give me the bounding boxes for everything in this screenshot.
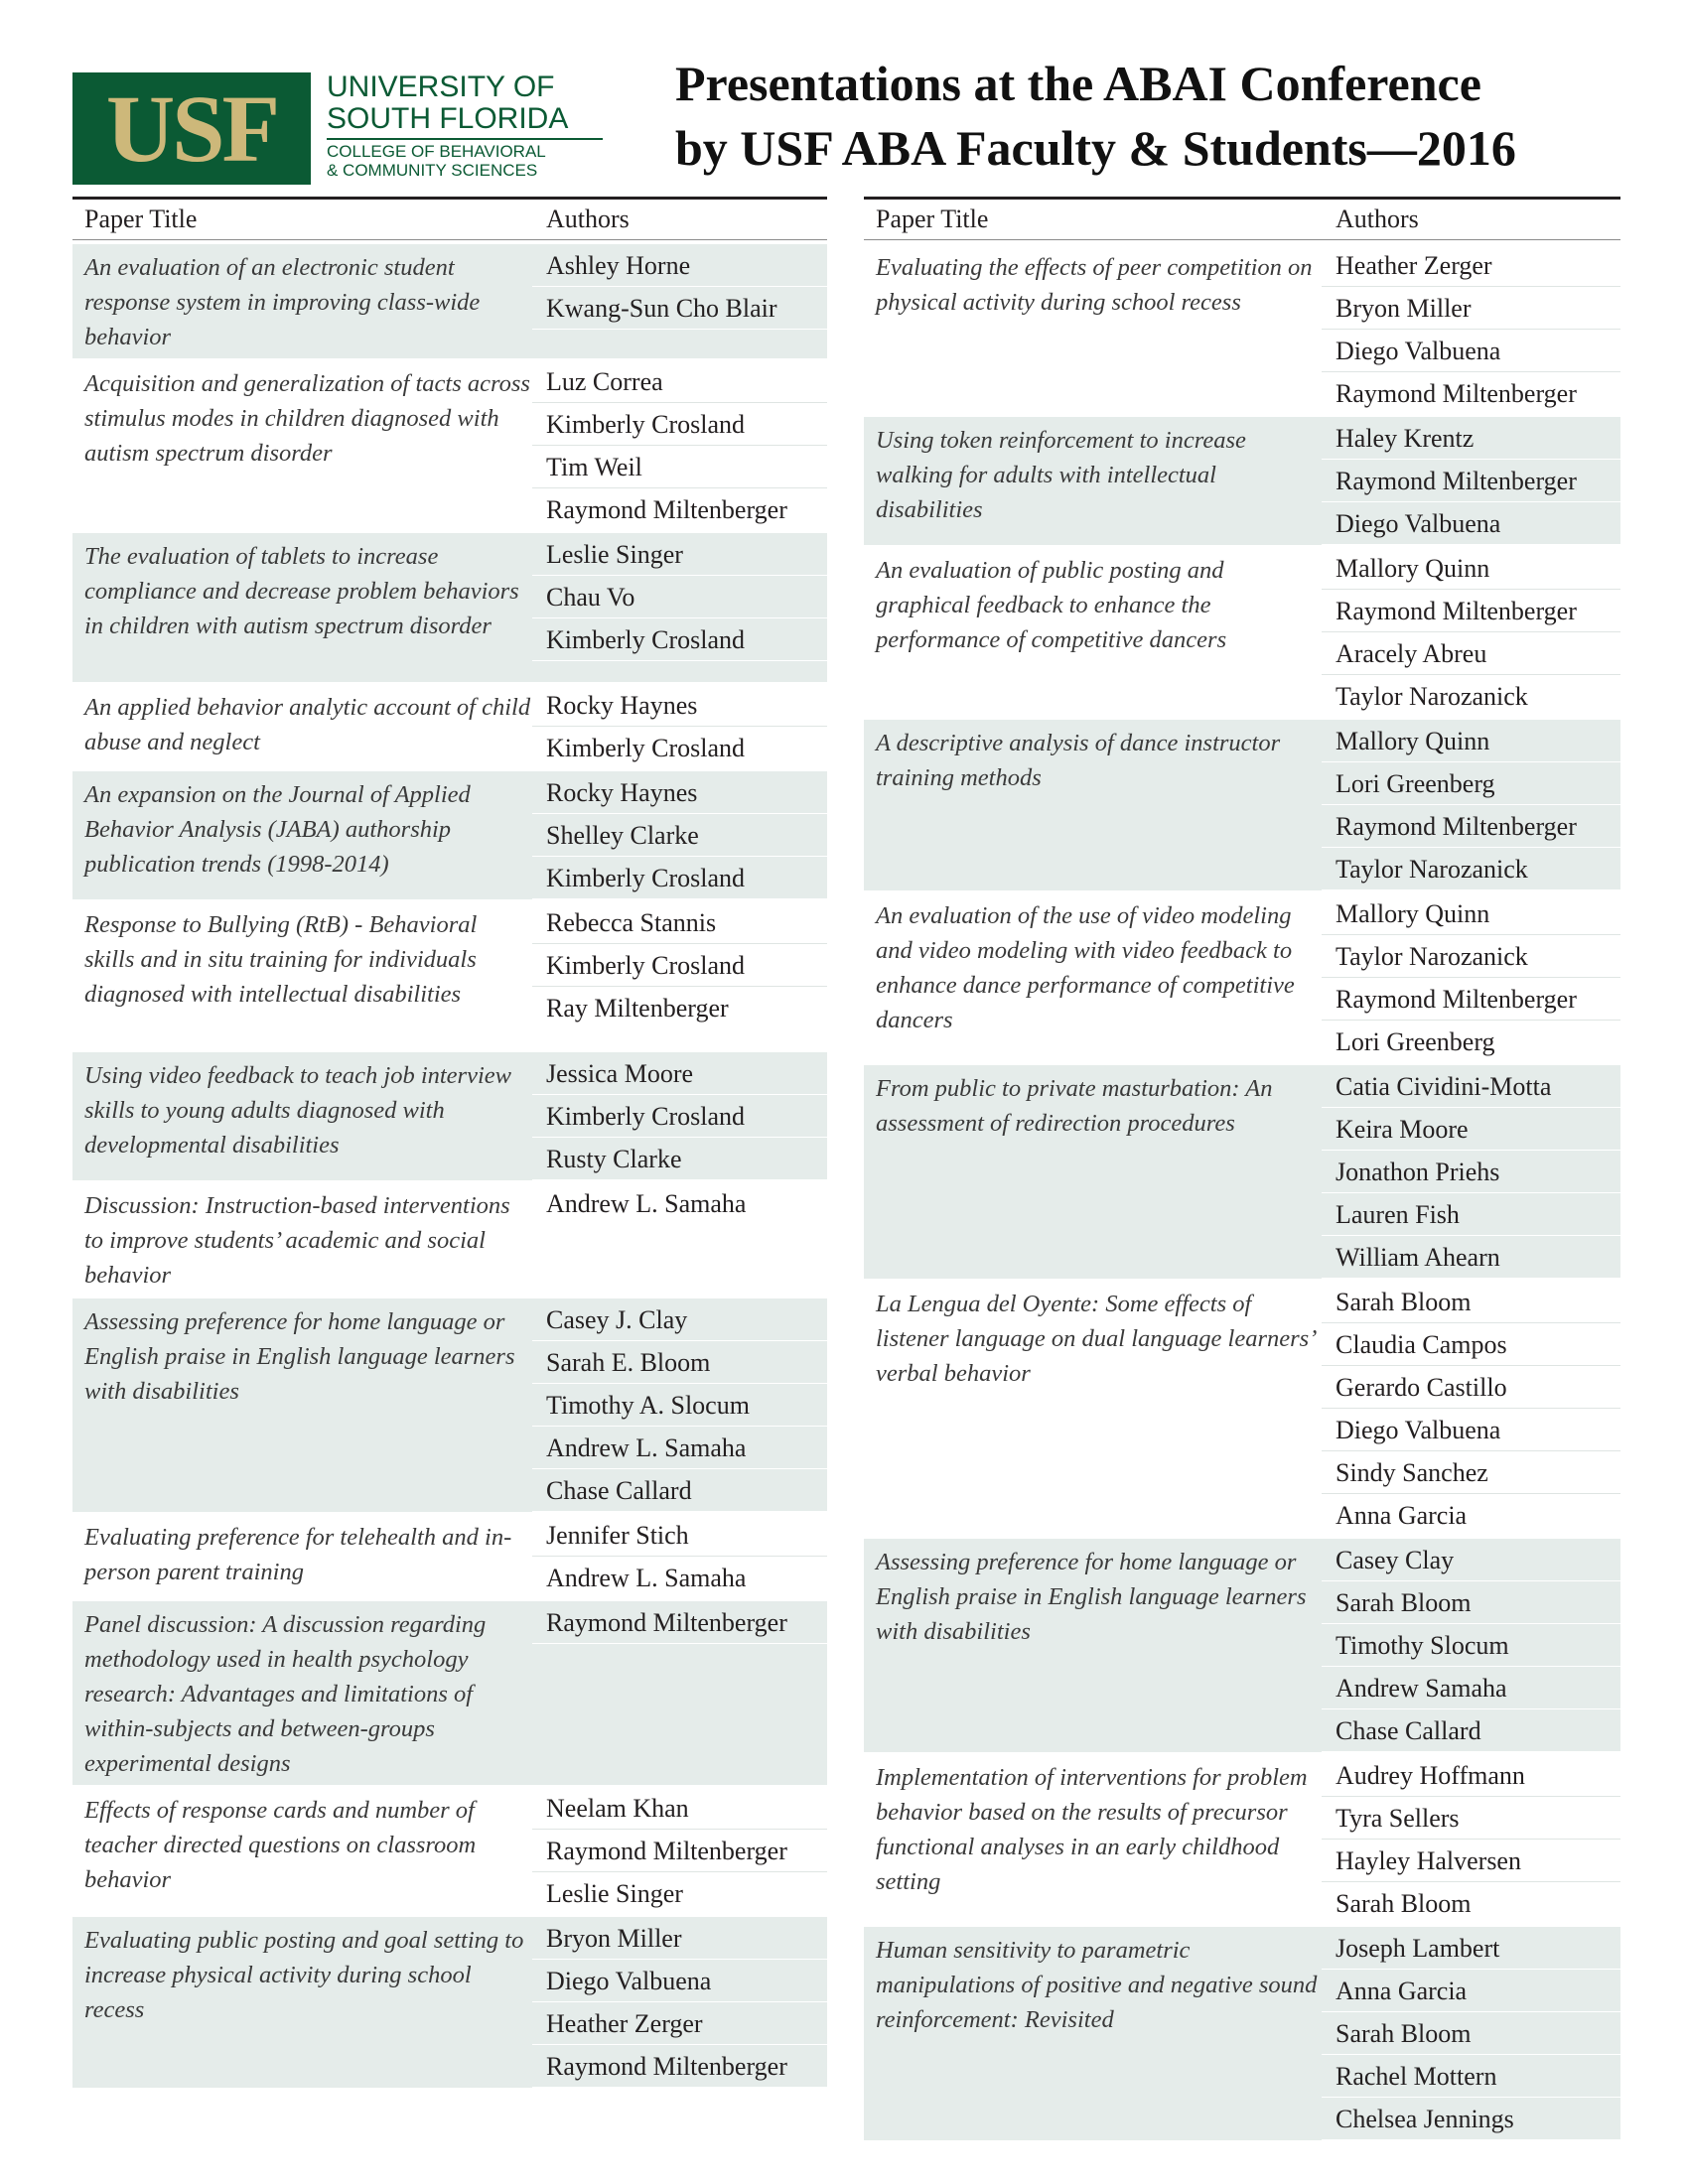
author-list (532, 1514, 827, 1599)
paper-title-header: Paper Title (876, 205, 989, 233)
author-name: Gerardo Castillo (1322, 1366, 1620, 1409)
presentation-row (864, 892, 1620, 1063)
presentation-row (864, 244, 1620, 415)
author-list (532, 533, 827, 682)
presentation-row (72, 684, 827, 769)
presentation-row (72, 244, 827, 358)
presentation-row (72, 901, 827, 1050)
paper-title: An evaluation of an electronic student response system in improving class-wide behavior (84, 254, 481, 350)
author-name: Mallory Quinn (1322, 720, 1620, 762)
right-table-header (864, 197, 1620, 240)
author-name: Kimberly Crosland (532, 403, 827, 446)
usf-logo (72, 72, 604, 185)
author-list (1322, 244, 1620, 415)
paper-title: A descriptive analysis of dance instructor training methods (876, 730, 1281, 791)
author-name: Heather Zerger (1322, 244, 1620, 287)
author-name: Joseph Lambert (1322, 1927, 1620, 1970)
author-name: Rocky Haynes (532, 684, 827, 727)
paper-title-header: Paper Title (84, 205, 198, 233)
paper-title: Human sensitivity to parametric manipulations of positive and negative sound reinforcement: Revisited (876, 1937, 1318, 2033)
author-name: Casey Clay (1322, 1539, 1620, 1581)
author-name: Chau Vo (532, 576, 827, 618)
author-name: Heather Zerger (532, 2002, 827, 2045)
author-name: Tim Weil (532, 446, 827, 488)
author-name: Leslie Singer (546, 1879, 683, 1908)
author-name: Chase Callard (532, 1469, 827, 1512)
author-name: Rocky Haynes (532, 771, 827, 814)
author-name: Diego Valbuena (1322, 330, 1620, 372)
author-name: Mallory Quinn (1322, 892, 1620, 935)
author-name: Andrew L. Samaha (532, 1427, 827, 1469)
author-name: Kimberly Crosland (532, 857, 827, 899)
author-name: Raymond Miltenberger (1336, 379, 1577, 408)
paper-title: Acquisition and generalization of tacts across stimulus modes in children diagnosed with autism spectrum disorder (84, 370, 530, 467)
paper-title: An applied behavior analytic account of child abuse and neglect (84, 694, 531, 755)
author-list (532, 244, 827, 358)
presentation-row (72, 1052, 827, 1180)
presentation-row (864, 547, 1620, 718)
author-list (1322, 1065, 1620, 1279)
author-name: Taylor Narozanick (1336, 682, 1528, 711)
right-presentations-table (864, 197, 1620, 2142)
author-list (532, 1298, 827, 1512)
author-name: Raymond Miltenberger (532, 2045, 827, 2088)
page-title (675, 52, 1668, 181)
paper-title: Implementation of interventions for problem behavior based on the results of precursor functional analyses in an early childhood setting (876, 1764, 1308, 1895)
author-list (532, 1787, 827, 1915)
author-name: Lori Greenberg (1322, 762, 1620, 805)
author-name: Sindy Sanchez (1322, 1451, 1620, 1494)
presentation-row (864, 1539, 1620, 1752)
author-name: Catia Cividini-Motta (1322, 1065, 1620, 1108)
author-name: Jessica Moore (532, 1052, 827, 1095)
paper-title: Panel discussion: A discussion regarding methodology used in health psychology research: Advantages and limitations of within-subjects and between-groups experimental designs (84, 1611, 487, 1777)
author-list (1322, 720, 1620, 890)
author-name: Sarah Bloom (1322, 1581, 1620, 1624)
author-name: Rusty Clarke (532, 1138, 827, 1180)
author-name: Kimberly Crosland (532, 1095, 827, 1138)
paper-title: An evaluation of public posting and graphical feedback to enhance the performance of competitive dancers (876, 557, 1227, 653)
author-name: Taylor Narozanick (1322, 935, 1620, 978)
author-name: Shelley Clarke (532, 814, 827, 857)
author-name: Raymond Miltenberger (532, 1830, 827, 1872)
author-name: Anna Garcia (1336, 1501, 1468, 1530)
author-name: Timothy Slocum (1322, 1624, 1620, 1667)
author-list (1322, 892, 1620, 1063)
paper-title: Effects of response cards and number of teacher directed questions on classroom behavior (84, 1797, 477, 1893)
paper-title: Evaluating preference for telehealth and in-person parent training (84, 1524, 512, 1585)
presentation-row (72, 360, 827, 531)
author-name: Sarah Bloom (1322, 1281, 1620, 1323)
left-presentations-table (72, 197, 827, 2090)
author-list (532, 684, 827, 769)
author-name: Jennifer Stich (532, 1514, 827, 1557)
author-name: Leslie Singer (532, 533, 827, 576)
logo-university-of: UNIVERSITY OF (327, 70, 555, 103)
author-name: William Ahearn (1322, 1236, 1620, 1279)
author-name: Raymond Miltenberger (532, 1601, 827, 1644)
paper-title: Evaluating the effects of peer competition on physical activity during school recess (876, 254, 1313, 316)
author-name: Keira Moore (1322, 1108, 1620, 1151)
left-entries (72, 240, 827, 2090)
author-list (1322, 417, 1620, 545)
author-list (532, 1601, 827, 1785)
author-name: Kimberly Crosland (532, 618, 827, 661)
presentation-row (72, 1601, 827, 1785)
presentation-row (864, 1927, 1620, 2140)
author-list (532, 360, 827, 531)
author-name: Kimberly Crosland (546, 734, 746, 762)
author-name: Raymond Miltenberger (1322, 805, 1620, 848)
authors-header: Authors (546, 205, 630, 233)
author-name: Kimberly Crosland (532, 944, 827, 987)
author-list (1322, 547, 1620, 718)
paper-title: Using video feedback to teach job interview skills to young adults diagnosed with developmental disabilities (84, 1062, 511, 1159)
presentation-row (72, 1182, 827, 1297)
presentation-row (72, 1514, 827, 1599)
paper-title: An evaluation of the use of video modeling and video modeling with video feedback to enhance dance performance of competitive dancers (876, 902, 1295, 1033)
usf-logo-mark: USF (72, 72, 311, 185)
presentation-row (72, 1787, 827, 1915)
author-name: Ashley Horne (532, 244, 827, 287)
presentation-row (864, 720, 1620, 890)
logo-college-line2: & COMMUNITY SCIENCES (327, 161, 538, 180)
paper-title: La Lengua del Oyente: Some effects of listener language on dual language learners’ verbal behavior (876, 1291, 1315, 1387)
logo-divider (327, 138, 603, 140)
author-name: Mallory Quinn (1322, 547, 1620, 590)
author-name: Raymond Miltenberger (1322, 460, 1620, 502)
author-name: Diego Valbuena (532, 1960, 827, 2002)
presentation-row (72, 771, 827, 899)
author-list (1322, 1754, 1620, 1925)
author-name: Claudia Campos (1322, 1323, 1620, 1366)
author-name: Lauren Fish (1322, 1193, 1620, 1236)
author-name: Andrew L. Samaha (546, 1564, 747, 1592)
author-name: Bryon Miller (532, 1917, 827, 1960)
author-list (1322, 1927, 1620, 2140)
presentation-row (72, 1917, 827, 2088)
presentation-row (864, 1754, 1620, 1925)
author-name: Lori Greenberg (1336, 1027, 1495, 1056)
logo-college-line1: COLLEGE OF BEHAVIORAL (327, 142, 546, 161)
author-name: Jonathon Priehs (1322, 1151, 1620, 1193)
author-name: Audrey Hoffmann (1322, 1754, 1620, 1797)
author-name: Andrew L. Samaha (546, 1189, 747, 1218)
paper-title: Assessing preference for home language or English praise in English language learners with disabilities (84, 1308, 515, 1405)
author-name: Tyra Sellers (1322, 1797, 1620, 1840)
author-list (532, 771, 827, 899)
author-list (532, 901, 827, 1050)
author-list (1322, 1281, 1620, 1537)
author-name: Ray Miltenberger (546, 994, 729, 1023)
right-entries (864, 240, 1620, 2142)
author-list (532, 1182, 827, 1297)
left-table-header (72, 197, 827, 240)
paper-title: Evaluating public posting and goal setting to increase physical activity during school recess (84, 1927, 524, 2023)
author-name: Hayley Halversen (1322, 1840, 1620, 1882)
presentation-row (72, 533, 827, 682)
author-name: Neelam Khan (532, 1787, 827, 1830)
author-name: Timothy A. Slocum (532, 1384, 827, 1427)
page-title-line2: by USF ABA Faculty & Students—2016 (675, 120, 1516, 176)
page-title-line1: Presentations at the ABAI Conference (675, 56, 1481, 111)
presentation-row (864, 417, 1620, 545)
author-name: Chelsea Jennings (1322, 2098, 1620, 2140)
author-name: Haley Krentz (1322, 417, 1620, 460)
author-name: Sarah Bloom (1322, 2012, 1620, 2055)
author-list (532, 1052, 827, 1180)
paper-title: Discussion: Instruction-based interventions to improve students’ academic and social behavior (84, 1192, 510, 1289)
paper-title: The evaluation of tablets to increase compliance and decrease problem behaviors in children with autism spectrum disorder (84, 543, 519, 639)
paper-title: Response to Bullying (RtB) - Behavioral skills and in situ training for individuals diagnosed with intellectual disabilities (84, 911, 478, 1008)
presentation-row (864, 1281, 1620, 1537)
author-name: Taylor Narozanick (1322, 848, 1620, 890)
author-name: Rachel Mottern (1322, 2055, 1620, 2098)
author-name: Rebecca Stannis (532, 901, 827, 944)
author-name: Luz Correa (532, 360, 827, 403)
presentation-row (864, 1065, 1620, 1279)
presentation-row (72, 1298, 827, 1512)
author-name: Aracely Abreu (1322, 632, 1620, 675)
author-name: Kwang-Sun Cho Blair (532, 287, 827, 330)
author-name: Anna Garcia (1322, 1970, 1620, 2012)
author-name: Raymond Miltenberger (1322, 978, 1620, 1021)
author-name: Andrew Samaha (1322, 1667, 1620, 1709)
authors-header: Authors (1336, 205, 1419, 233)
author-name: Raymond Miltenberger (546, 495, 787, 524)
author-name: Raymond Miltenberger (1322, 590, 1620, 632)
author-name: Diego Valbuena (1322, 502, 1620, 545)
paper-title: From public to private masturbation: An assessment of redirection procedures (876, 1075, 1273, 1137)
author-list (532, 1917, 827, 2088)
paper-title: Assessing preference for home language or English praise in English language learners with disabilities (876, 1549, 1307, 1645)
author-list (1322, 1539, 1620, 1752)
logo-south-florida: SOUTH FLORIDA (327, 102, 569, 135)
author-name: Sarah Bloom (1336, 1889, 1472, 1918)
author-name: Bryon Miller (1322, 287, 1620, 330)
author-name: Sarah E. Bloom (532, 1341, 827, 1384)
author-name: Chase Callard (1322, 1709, 1620, 1752)
author-name: Diego Valbuena (1322, 1409, 1620, 1451)
paper-title: An expansion on the Journal of Applied Behavior Analysis (JABA) authorship publication trends (1998-2014) (84, 781, 471, 878)
author-name: Casey J. Clay (532, 1298, 827, 1341)
paper-title: Using token reinforcement to increase walking for adults with intellectual disabilities (876, 427, 1246, 523)
